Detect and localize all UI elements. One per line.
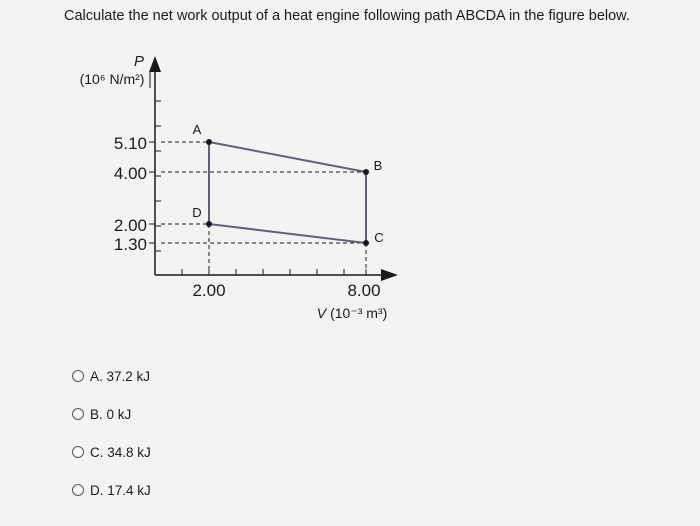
y-tick-label-2-00: 2.00 [113, 216, 147, 235]
y-tick-label-5-10: 5.10 [113, 134, 147, 153]
y-axis-unit: (10⁶ N/m²) [79, 71, 145, 87]
y-tick-label-4-00: 4.00 [113, 164, 147, 183]
x-tick-label-2-00: 2.00 [192, 281, 226, 300]
point-d [206, 221, 212, 227]
option-d[interactable] [72, 481, 151, 499]
y-axis-symbol: P [133, 53, 145, 70]
point-c [363, 240, 369, 246]
option-b[interactable] [72, 405, 151, 423]
radio-button[interactable] [72, 408, 84, 420]
point-label-b: B [373, 158, 383, 173]
y-tick-label-1-30: 1.30 [113, 235, 147, 254]
answer-options [72, 367, 151, 519]
x-tick-marks [182, 269, 366, 275]
radio-button[interactable] [72, 484, 84, 496]
y-axis-arrow [149, 56, 161, 72]
option-a-label: A. 37.2 kJ [90, 368, 151, 384]
radio-button[interactable] [72, 446, 84, 458]
option-d-label: D. 17.4 kJ [90, 482, 151, 498]
point-a [206, 139, 212, 145]
option-a[interactable] [72, 367, 151, 385]
option-b-label: B. 0 kJ [90, 406, 132, 422]
option-c-label: C. 34.8 kJ [90, 444, 151, 460]
cycle-path [209, 142, 366, 243]
radio-button[interactable] [72, 370, 84, 382]
x-axis-arrow [381, 269, 398, 281]
point-label-d: D [192, 205, 202, 220]
x-tick-label-8-00: 8.00 [347, 281, 381, 300]
path-ab [209, 142, 366, 172]
question-text: Calculate the net work output of a heat engine following path ABCDA in the figure below. [64, 8, 630, 24]
option-c[interactable] [72, 443, 151, 461]
path-cd [209, 224, 366, 243]
point-label-c: C [374, 230, 384, 245]
point-b [363, 169, 369, 175]
x-axis-title: V (10⁻³ m³) [316, 305, 388, 321]
point-label-a: A [192, 122, 202, 137]
